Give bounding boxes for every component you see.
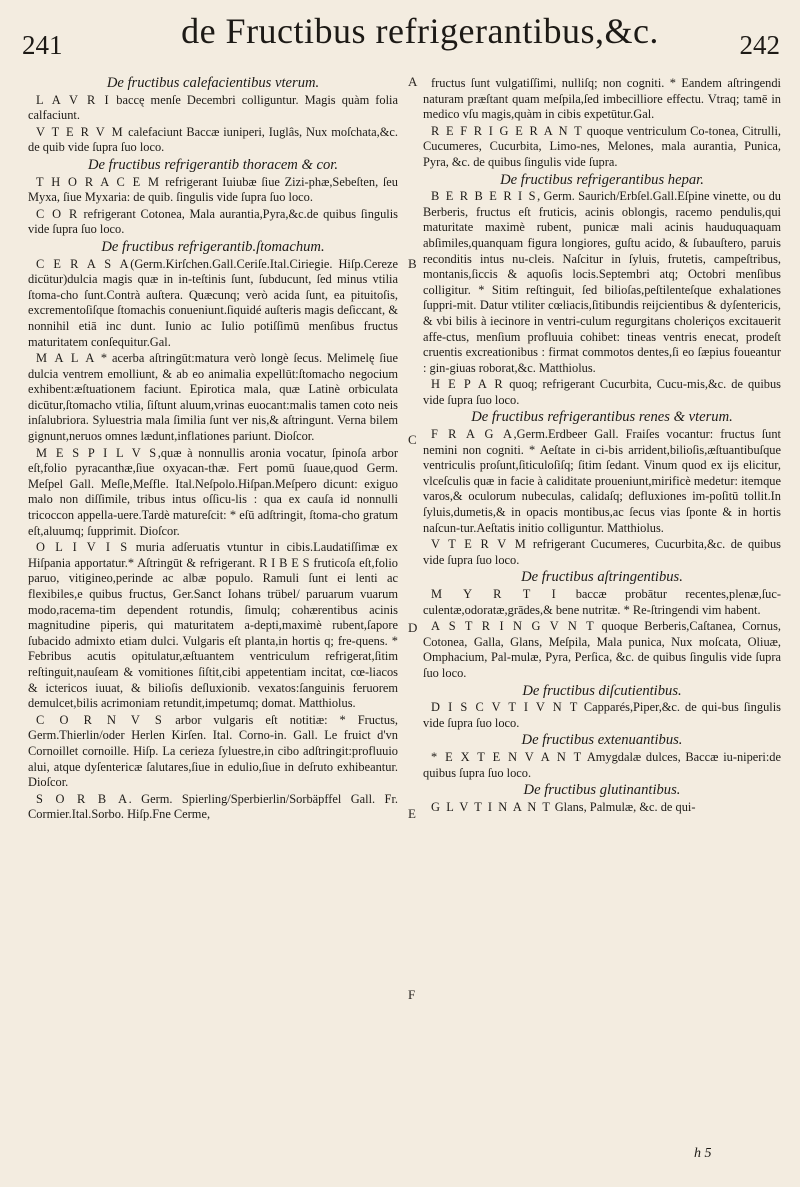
paragraph bbox=[28, 446, 398, 540]
section-heading: De fructibus refrigerantibus renes & vterum. bbox=[471, 409, 733, 426]
left-column bbox=[28, 76, 398, 824]
paragraph-text: arbor vulgaris eſt notitiæ: * Fructus, Germ.Thierlin/oder Herlen Kirſen. Ital. Corno-in. Gall. Le fruict d'vn Cornoillet cornoille. Hiſp. La cerieza ſyluestre,in cibo adſtringit:profluuio alui, atque dyſentericæ ſalutares,ſiue in edulio,ſiue in deſruto exhibeantur. Dioſcor. bbox=[28, 712, 398, 790]
paragraph-lead-word: C E R A S A bbox=[36, 256, 131, 271]
paragraph bbox=[423, 587, 781, 618]
paragraph-lead-word: L A V R I bbox=[36, 92, 111, 107]
paragraph-lead-word: S O R B A bbox=[36, 791, 129, 806]
paragraph-lead-word: O L I V I S bbox=[36, 540, 129, 555]
right-column bbox=[423, 76, 781, 816]
paragraph bbox=[28, 125, 398, 156]
margin-letter-e: E bbox=[408, 806, 416, 821]
paragraph-text: refrigerant Cotonea, Mala aurantia,Pyra,&c.de quibus ſingulis vide ſupra ſuo loco. bbox=[28, 206, 398, 237]
paragraph bbox=[28, 93, 398, 124]
paragraph-text: ,quæ à nonnullis aronia vocatur, ſpinoſa arbor eſt,folio pyracanthæ,ſiue oxyacan-thæ. Fert pomū ſuaue,quod Germ. Meſpel Gall. Meſle,Meſfle. Ital.Neſpolo.Hiſpan.Meſpero dicunt: exiguo malo non diſſimile, tribus intus oſſicu-lis : qua ex cauſa id nonnulli tricoccon appella-uere.Tardè matureſcit: * eſū adſtringit, ſtoma-cho gratum eſt,aluumq; ſupprimit. Dioſcor. bbox=[28, 445, 399, 538]
paragraph bbox=[423, 427, 781, 536]
running-head bbox=[20, 6, 790, 66]
paragraph bbox=[28, 351, 398, 445]
section-heading: De fructibus glutinantibus. bbox=[523, 782, 681, 799]
paragraph bbox=[423, 619, 781, 681]
paragraph-lead-word: D I S C V T I V N T bbox=[431, 700, 579, 715]
paragraph-text: Amygdalæ dulces, Baccæ iu-niperi:de quibus ſupra ſuo loco. bbox=[423, 749, 781, 780]
section-heading: De fructibus extenuantibus. bbox=[521, 732, 683, 749]
paragraph-lead-word: A S T R I N G V N T bbox=[431, 619, 596, 634]
section-heading: De fructibus diſcutientibus. bbox=[522, 682, 682, 699]
paragraph-lead-word: C O R bbox=[36, 206, 79, 221]
page-number-right: 242 bbox=[739, 30, 780, 60]
paragraph-text: fructus ſunt vulgatiſſimi, nulliſq; non cogniti. * Eandem aſtringendi naturam præſtant quam meſpila,ſed imbecilliore effectu. Vtraq; tamē in medico vſu magis,quàm in cibis expetūtur.Gal. bbox=[423, 76, 781, 122]
paragraph-text: refrigerant Cucumeres, Cucurbita,&c. de quibus vide ſupra ſuo loco. bbox=[423, 537, 781, 567]
paragraph bbox=[28, 257, 398, 351]
paragraph-text: baccæ probātur recentes,plenæ,ſuc-culentæ,odoratæ,grādes,& bene nutritæ. * Re-ſtringendi vim habent. bbox=[423, 587, 781, 617]
paragraph bbox=[423, 189, 781, 376]
paragraph-lead-word: V T E R V M bbox=[431, 537, 528, 552]
paragraph-text: , Germ. Saurich/Erbſel.Gall.Eſpine vinette, ou du Berberis, fructus eſt fruticis, acinis oblongis, racemo pendulis,qui maturitate maximè rubent, punicæ mali acinis hauduquaquam abſimiles,quanquam figura longiores, guſtu acido, & ſubauſtero, paruis reconditis intus nu-cleis. Naſcitur in ſyluis, frutetis, campeſtribus, montanis,ſiccis & aquoſis locis.Septembri atq; Octobri menſibus colligitur. * Sitim reſtinguit, ſed bilioſas,peſtilenteſque exhalationes ſuppri-mit. Datur vtiliter cœliacis,ſitibundis reijcientibus & dyſentericis, & vbi bilis à iecinore in ventri-culum regurgitans choleriços excitauerit affe-ctus, menſium profluuia cohibet: tineas ventris enecat, prodeſt cruentis excreationibus : firmat commotos dentes,ſi eo ſæpius foueantur : gin-giuas roborat,&c. Matthiolus. bbox=[423, 189, 781, 375]
paragraph-lead-word: V T E R V M bbox=[36, 124, 125, 139]
section-heading: De fructibus refrigerantib thoracem & cor. bbox=[88, 156, 338, 173]
section-heading: De fructibus refrigerantibus hepar. bbox=[500, 171, 704, 188]
signature-mark: h 5 bbox=[694, 1146, 712, 1161]
section-heading: De fructibus aſtringentibus. bbox=[521, 569, 683, 586]
margin-letter-d: D bbox=[408, 620, 418, 635]
paragraph-text: * acerba aſtringūt:matura verò longè ſecus. Melimelę ſiue dulcia ventrem emolliunt, & ab eo animalia expellūt:ſtomacho negocium exhibent:æſtuationem faciunt. Epirotica mala, quæ Latinè orbiculata dicūtur,ſtomacho vtilia, ſiſtunt aluum,vrinas euocant:malis tamen coto neis inſalubriora. Syluestria mala ſimilia ſunt ver nis,& aſtringunt. Verna bilem gignunt,neruos omnes lædunt,inflationes pariunt. Dioſcor. bbox=[28, 351, 398, 444]
paragraph bbox=[423, 76, 781, 123]
paragraph-lead-word: M E S P I L V S bbox=[36, 445, 158, 460]
paragraph-text: quoq; refrigerant Cucurbita, Cucu-mis,&c. de quibus vide ſupra ſuo loco. bbox=[423, 377, 781, 407]
paragraph-lead-word: C O R N V S bbox=[36, 712, 164, 727]
paragraph-lead-word: * E X T E N V A N T bbox=[431, 749, 583, 764]
paragraph-text: ,Germ.Erdbeer Gall. Fraiſes vocantur: fructus ſunt nemini non cogniti. * Aeſtate in ci-bis arrident,bilioſis,æſtuantibuſque ventriculis proſunt,ſiticuloſiſq; ſitim ſedant. Vinum quod ex ijs elicitur, vlceſculis quæ in facie à caliditate proueniunt,mirificè medetur: itemque varos,& oculorum nubeculas, calidaſq; defluxiones im-poſitū tollit.In ſyluis,dumetis,& in opacis montibus,ac ſecus vias ſponte & in hortis naſcun-tur.Aeſtatis initio colliguntur. Matthiolus. bbox=[423, 427, 781, 535]
page-number-left: 241 bbox=[22, 30, 63, 60]
paragraph-lead-word: M Y R T I bbox=[431, 587, 558, 601]
paragraph bbox=[423, 537, 781, 568]
margin-letter-b: B bbox=[408, 256, 417, 271]
paragraph-lead-word: H E P A R bbox=[431, 377, 505, 392]
paragraph bbox=[28, 207, 398, 238]
paragraph-text: quoque Berberis,Caſtanea, Cornus, Cotonea, Galla, Glans, Meſpila, Mala punica, Nux moſcata, Oliuæ, Omphacium, Pal-mulæ, Pyra, Perſica, &c. de quibus ſingulis vide ſupra ſuo loco. bbox=[423, 619, 781, 680]
paragraph bbox=[28, 540, 398, 712]
paragraph-text: Glans, Palmulæ, &c. de qui- bbox=[551, 799, 696, 814]
paragraph bbox=[423, 124, 781, 171]
paragraph bbox=[28, 175, 398, 206]
paragraph-text: calefaciunt Baccæ iuniperi, Iuglâs, Nux moſchata,&c. de quib vide ſupra ſuo loco. bbox=[28, 124, 398, 155]
paragraph bbox=[423, 800, 781, 816]
paragraph-text: baccę menſe Decembri colliguntur. Magis quàm folia calfaciunt. bbox=[28, 92, 398, 123]
section-heading: De fructibus calefacientibus vterum. bbox=[106, 75, 320, 91]
paragraph-text: quoque ventriculum Co-tonea, Citrulli, Cucumeres, Cucurbita, Limo-nes, Melones, mala aurantia, Punica, Pyra, &c. de quibus ſingulis vide ſupra. bbox=[423, 123, 781, 169]
page-title: de Fructibus refrigerantibus,&c. bbox=[181, 11, 659, 51]
paragraph-text: (Germ.Kirſchen.Gall.Ceriſe.Ital.Ciriegie. Hiſp.Cereze dicütur)dulcia magis quæ in in-teſtinis ſunt, ſubducunt, ſed minus vtilia ſtoma-cho ſunt.Contrà auſtera. Quæcunq; verò acida ſunt, ea pituitoſis, excrementoſiſque ſtomachis conueniunt.ſiquidé auſteris magis deſiccant, & nonnihil etiā inc dunt. Iunio ac Iulio potiſſimū menſibus fructus maturitatem conſequitur.Gal. bbox=[28, 256, 398, 349]
section-heading: De fructibus refrigerantib.ſtomachum. bbox=[101, 238, 325, 255]
paragraph-lead-word: R E F R I G E R A N T bbox=[431, 123, 584, 138]
paragraph bbox=[28, 713, 398, 791]
paragraph-lead-word: T H O R A C E M bbox=[36, 174, 161, 189]
margin-letter-f: F bbox=[408, 987, 416, 1002]
paragraph-text: muria adſeruatis vtuntur in cibis.Laudatiſſimæ ex Hiſpania apportatur.* Aſtringūt & refrigerant. R I B E S fruticoſa eſt,folio paruo, vitigineo,perinde ac albæ populo. Ramuli ſunt ei lenti ac flexibiles,e quibus fructus, Ger.Sanct Iohans trübel/ paruarum vuarum modo,racema-tim dependent rotundis, ſimulq; cohærentibus acinis magnitudine piperis, qui maturitatem a-depti,maximè rubent,ſapore ſubacido admixto etiam dulci. Vulgaris eſt planta,in hortis q; fre-quens. * Febribus acutis opitulatur,æſtuantem ventriculum refrigerat,ſitim reſtinguit,nauſeam & vomitiones ſiſtit,cibi appetentiam incitat, cœ-liacos & ictericos iuuat, & bilioſis deſluxionib. vexatos:ſanguinis feruorem demulcet,bilis acrimoniam retundit,impetumq; domat. Matthiolus. bbox=[28, 540, 398, 711]
paragraph-lead-word: B E R B E R I S bbox=[431, 189, 538, 204]
paragraph-text: refrigerant Iuiubæ ſiue Zizi-phæ,Sebeſten, ſeu Myxa, ſiue Myxaria: de quib. ſingulis vide ſupra ſuo loco. bbox=[28, 174, 399, 205]
paragraph-text: Capparés,Piper,&c. de qui-bus ſingulis vide ſupra ſuo loco. bbox=[423, 700, 781, 730]
paragraph bbox=[423, 377, 781, 408]
paragraph-text: . Germ. Spierling/Sperbierlin/Sorbäpffel Gall. Fr. Cormier.Ital.Sorbo. Hiſp.Fne Cerme, bbox=[28, 791, 398, 822]
paragraph bbox=[28, 792, 398, 823]
paragraph-lead-word: G L V T I N A N T bbox=[431, 799, 552, 814]
margin-letter-c: C bbox=[408, 432, 417, 447]
margin-letter-a: A bbox=[408, 74, 418, 89]
paragraph bbox=[423, 700, 781, 731]
paragraph bbox=[423, 750, 781, 781]
paragraph-lead-word: F R A G A bbox=[431, 427, 514, 442]
paragraph-lead-word: M A L A bbox=[36, 351, 96, 366]
